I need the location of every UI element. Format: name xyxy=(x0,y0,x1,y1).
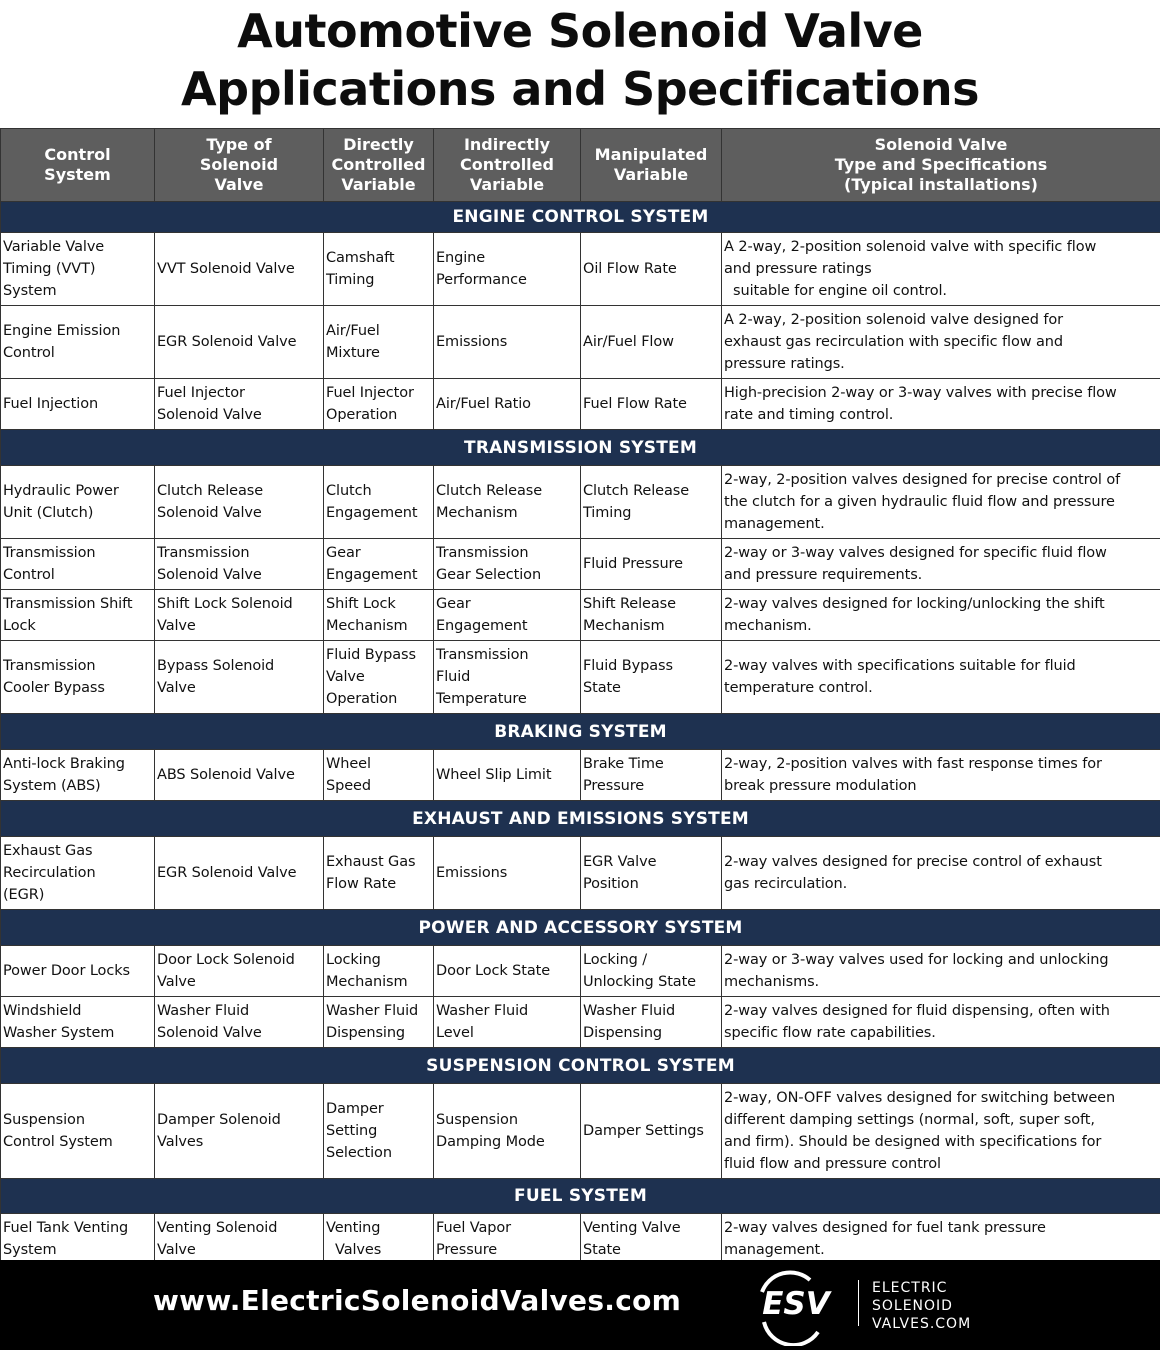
cell-control-system xyxy=(1,750,155,801)
header-row xyxy=(1,129,1160,202)
cell-line: Transmission Shift xyxy=(3,596,133,612)
cell-line: Washer Fluid xyxy=(157,1003,250,1019)
cell-line: Speed xyxy=(326,778,371,794)
brand-line: VALVES.COM xyxy=(872,1316,972,1332)
cell-line: Oil Flow Rate xyxy=(583,261,677,277)
cell-line: Fuel Injector xyxy=(326,385,414,401)
cell-direct-variable xyxy=(324,539,434,590)
cell-manipulated-variable xyxy=(581,590,722,641)
cell-direct-variable xyxy=(324,590,434,641)
cell-line: Operation xyxy=(326,407,398,423)
cell-manipulated-variable xyxy=(581,750,722,801)
cell-line: Mechanism xyxy=(436,505,518,521)
cell-line: VVT Solenoid Valve xyxy=(157,261,295,277)
cell-manipulated-variable xyxy=(581,379,722,430)
cell-line: Controlled xyxy=(331,155,426,174)
cell-line: 2-way or 3-way valves designed for specific fluid flow xyxy=(724,545,1107,561)
cell-line: Fluid Bypass xyxy=(326,647,416,663)
cell-line: Setting xyxy=(326,1123,378,1139)
cell-control-system xyxy=(1,1214,155,1265)
cell-line: Unlocking State xyxy=(583,974,696,990)
section-header: EXHAUST AND EMISSIONS SYSTEM xyxy=(1,801,1160,837)
cell-control-system xyxy=(1,590,155,641)
cell-line: Flow Rate xyxy=(326,876,397,892)
page-title xyxy=(0,2,1160,118)
section-header: BRAKING SYSTEM xyxy=(1,714,1160,750)
cell-line: break pressure modulation xyxy=(724,778,917,794)
section-header: POWER AND ACCESSORY SYSTEM xyxy=(1,910,1160,946)
cell-line: Wheel xyxy=(326,756,371,772)
cell-line: Transmission xyxy=(436,545,529,561)
cell-indirect-variable xyxy=(434,837,581,910)
cell-line: State xyxy=(583,680,621,696)
cell-control-system xyxy=(1,306,155,379)
cell-specifications xyxy=(722,539,1160,590)
cell-line: Controlled xyxy=(460,155,554,174)
cell-line: Engine xyxy=(436,250,486,266)
cell-line: Damping Mode xyxy=(436,1134,545,1150)
cell-valve-type xyxy=(155,590,324,641)
table-row xyxy=(1,1084,1160,1179)
cell-line: Fluid Pressure xyxy=(583,556,683,572)
cell-line: fluid flow and pressure control xyxy=(724,1156,941,1172)
cell-line: and pressure ratings xyxy=(724,261,872,277)
cell-line: Mechanism xyxy=(326,618,408,634)
esv-logo-icon xyxy=(746,1266,846,1346)
cell-line: the clutch for a given hydraulic fluid flow and pressure xyxy=(724,494,1115,510)
cell-direct-variable xyxy=(324,641,434,714)
section-header: FUEL SYSTEM xyxy=(1,1179,1160,1214)
cell-line: Exhaust Gas xyxy=(3,843,93,859)
cell-specifications xyxy=(722,379,1160,430)
cell-line: System xyxy=(3,1242,57,1258)
cell-line: Washer System xyxy=(3,1025,115,1041)
cell-line: Engagement xyxy=(326,505,418,521)
cell-line: Timing (VVT) xyxy=(3,261,96,277)
cell-line: Solenoid xyxy=(199,155,279,174)
cell-line: Indirectly xyxy=(463,135,551,154)
cell-line: Transmission xyxy=(436,647,529,663)
cell-line: Cooler Bypass xyxy=(3,680,105,696)
cell-line: Clutch Release xyxy=(583,483,690,499)
table-row xyxy=(1,641,1160,714)
cell-specifications xyxy=(722,750,1160,801)
cell-line: Pressure xyxy=(583,778,645,794)
cell-line: Locking / xyxy=(583,952,648,968)
cell-line: A 2-way, 2-position solenoid valve designed for xyxy=(724,312,1063,328)
cell-direct-variable xyxy=(324,306,434,379)
cell-indirect-variable xyxy=(434,379,581,430)
cell-line: Fuel Vapor xyxy=(436,1220,512,1236)
cell-line: Hydraulic Power xyxy=(3,483,119,499)
cell-line: Control xyxy=(44,145,111,164)
cell-line: (EGR) xyxy=(3,887,45,903)
cell-specifications xyxy=(722,590,1160,641)
cell-control-system xyxy=(1,539,155,590)
cell-line: Fuel Injector xyxy=(157,385,245,401)
cell-line: different damping settings (normal, soft, super soft, xyxy=(724,1112,1095,1128)
title-line-2: Applications and Specifications xyxy=(181,62,979,116)
cell-line: Solenoid Valve xyxy=(157,1025,262,1041)
cell-specifications xyxy=(722,946,1160,997)
cell-indirect-variable xyxy=(434,306,581,379)
cell-line: Fuel Injection xyxy=(3,396,99,412)
cell-line: Anti-lock Braking xyxy=(3,756,125,772)
cell-line: Variable Valve xyxy=(3,239,105,255)
cell-valve-type xyxy=(155,379,324,430)
cell-line: A 2-way, 2-position solenoid valve with specific flow xyxy=(724,239,1097,255)
cell-control-system xyxy=(1,1084,155,1179)
cell-line: and pressure requirements. xyxy=(724,567,923,583)
cell-line: Valve xyxy=(157,1242,196,1258)
cell-line: temperature control. xyxy=(724,680,873,696)
cell-line: Control xyxy=(3,345,55,361)
cell-control-system xyxy=(1,997,155,1048)
cell-line: Valve xyxy=(157,618,196,634)
cell-specifications xyxy=(722,233,1160,306)
cell-valve-type xyxy=(155,466,324,539)
cell-valve-type xyxy=(155,539,324,590)
cell-line: Bypass Solenoid xyxy=(157,658,275,674)
cell-line: Venting xyxy=(326,1220,381,1236)
brand-name xyxy=(872,1279,971,1333)
cell-line: Lock xyxy=(3,618,36,634)
cell-line: Solenoid Valve xyxy=(874,135,1008,154)
cell-line: Valve xyxy=(157,680,196,696)
cell-line: and firm). Should be designed with specifications for xyxy=(724,1134,1102,1150)
table-row xyxy=(1,946,1160,997)
cell-line: Level xyxy=(436,1025,474,1041)
col-header-specifications xyxy=(722,129,1160,202)
cell-line: Damper xyxy=(326,1101,384,1117)
section-row xyxy=(1,430,1160,466)
cell-line: Performance xyxy=(436,272,527,288)
cell-control-system xyxy=(1,837,155,910)
cell-valve-type xyxy=(155,1084,324,1179)
cell-line: Emissions xyxy=(436,334,508,350)
cell-indirect-variable xyxy=(434,641,581,714)
cell-line: Fluid Bypass xyxy=(583,658,673,674)
cell-line: Clutch Release xyxy=(157,483,264,499)
cell-indirect-variable xyxy=(434,539,581,590)
cell-line: Fuel Flow Rate xyxy=(583,396,687,412)
cell-line: Selection xyxy=(326,1145,392,1161)
cell-line: Suspension xyxy=(3,1112,85,1128)
section-row xyxy=(1,910,1160,946)
section-row xyxy=(1,1179,1160,1214)
table-row xyxy=(1,233,1160,306)
cell-indirect-variable xyxy=(434,466,581,539)
footer xyxy=(0,1260,1160,1350)
col-header-manipulated-variable xyxy=(581,129,722,202)
cell-direct-variable xyxy=(324,946,434,997)
cell-manipulated-variable xyxy=(581,1084,722,1179)
cell-manipulated-variable xyxy=(581,997,722,1048)
section-row xyxy=(1,714,1160,750)
cell-line: Engagement xyxy=(436,618,528,634)
cell-line: Damper Solenoid xyxy=(157,1112,281,1128)
cell-line: Shift Lock xyxy=(326,596,396,612)
cell-line: EGR Solenoid Valve xyxy=(157,334,297,350)
cell-specifications xyxy=(722,1084,1160,1179)
cell-line: Emissions xyxy=(436,865,508,881)
cell-line: gas recirculation. xyxy=(724,876,848,892)
cell-line: Pressure xyxy=(436,1242,498,1258)
cell-line: Type of xyxy=(206,135,272,154)
cell-control-system xyxy=(1,946,155,997)
cell-line: mechanisms. xyxy=(724,974,820,990)
cell-line: Valve xyxy=(157,974,196,990)
cell-line: Clutch xyxy=(326,483,372,499)
cell-line: Shift Release xyxy=(583,596,676,612)
brand-line: ELECTRIC xyxy=(872,1280,948,1296)
cell-line: Transmission xyxy=(3,545,96,561)
cell-line: Washer Fluid xyxy=(583,1003,676,1019)
cell-line: 2-way valves designed for fluid dispensing, often with xyxy=(724,1003,1110,1019)
cell-valve-type xyxy=(155,306,324,379)
cell-line: Camshaft xyxy=(326,250,395,266)
cell-line: Venting Solenoid xyxy=(157,1220,278,1236)
cell-line: Operation xyxy=(326,691,398,707)
cell-line: System xyxy=(44,165,111,184)
cell-line: Power Door Locks xyxy=(3,963,130,979)
cell-line: Engagement xyxy=(326,567,418,583)
cell-line: Unit (Clutch) xyxy=(3,505,94,521)
cell-manipulated-variable xyxy=(581,306,722,379)
cell-line: Temperature xyxy=(436,691,527,707)
cell-line: management. xyxy=(724,516,825,532)
cell-line: 2-way, 2-position valves designed for precise control of xyxy=(724,472,1121,488)
cell-line: Valves xyxy=(326,1242,382,1258)
cell-control-system xyxy=(1,233,155,306)
cell-line: Gear xyxy=(326,545,361,561)
cell-line: Washer Fluid xyxy=(436,1003,529,1019)
cell-line: Mechanism xyxy=(583,618,665,634)
cell-line: exhaust gas recirculation with specific flow and xyxy=(724,334,1064,350)
cell-line: Air/Fuel Ratio xyxy=(436,396,531,412)
cell-line: pressure ratings. xyxy=(724,356,845,372)
cell-line: Locking xyxy=(326,952,381,968)
cell-line: Air/Fuel Flow xyxy=(583,334,674,350)
cell-valve-type xyxy=(155,1214,324,1265)
cell-indirect-variable xyxy=(434,997,581,1048)
col-header-control-system xyxy=(1,129,155,202)
cell-line: Valves xyxy=(157,1134,204,1150)
cell-direct-variable xyxy=(324,233,434,306)
cell-manipulated-variable xyxy=(581,466,722,539)
table-row xyxy=(1,466,1160,539)
cell-line: 2-way valves designed for precise control of exhaust xyxy=(724,854,1102,870)
cell-line: Valve xyxy=(214,175,264,194)
cell-line: Mixture xyxy=(326,345,380,361)
cell-line: Recirculation xyxy=(3,865,96,881)
cell-line: Engine Emission xyxy=(3,323,121,339)
spec-table xyxy=(0,128,1160,1265)
cell-valve-type xyxy=(155,997,324,1048)
cell-indirect-variable xyxy=(434,233,581,306)
cell-line: Clutch Release xyxy=(436,483,543,499)
cell-control-system xyxy=(1,466,155,539)
cell-line: specific flow rate capabilities. xyxy=(724,1025,936,1041)
cell-control-system xyxy=(1,379,155,430)
cell-line: Air/Fuel xyxy=(326,323,380,339)
section-header: TRANSMISSION SYSTEM xyxy=(1,430,1160,466)
col-header-direct-variable xyxy=(324,129,434,202)
table-row xyxy=(1,997,1160,1048)
cell-line: Valve xyxy=(326,669,365,685)
cell-line: EGR Valve xyxy=(583,854,657,870)
cell-line: Door Lock Solenoid xyxy=(157,952,295,968)
cell-manipulated-variable xyxy=(581,233,722,306)
table-row xyxy=(1,750,1160,801)
cell-manipulated-variable xyxy=(581,539,722,590)
cell-line: System xyxy=(3,283,57,299)
cell-line: Variable xyxy=(469,175,545,194)
cell-line: Venting Valve xyxy=(583,1220,681,1236)
cell-line: 2-way or 3-way valves used for locking and unlocking xyxy=(724,952,1109,968)
cell-line: Dispensing xyxy=(326,1025,406,1041)
table-row xyxy=(1,539,1160,590)
cell-line: Variable xyxy=(341,175,416,194)
cell-line: Directly xyxy=(343,135,414,154)
cell-manipulated-variable xyxy=(581,641,722,714)
cell-line: Solenoid Valve xyxy=(157,567,262,583)
cell-valve-type xyxy=(155,750,324,801)
cell-line: Manipulated xyxy=(594,145,708,164)
cell-line: Gear Selection xyxy=(436,567,542,583)
cell-line: 2-way valves designed for fuel tank pressure xyxy=(724,1220,1046,1236)
cell-line: EGR Solenoid Valve xyxy=(157,865,297,881)
cell-line: rate and timing control. xyxy=(724,407,894,423)
cell-line: Damper Settings xyxy=(583,1123,704,1139)
cell-specifications xyxy=(722,837,1160,910)
cell-line: Washer Fluid xyxy=(326,1003,419,1019)
cell-valve-type xyxy=(155,641,324,714)
cell-line: High-precision 2-way or 3-way valves with precise flow xyxy=(724,385,1117,401)
cell-line: Transmission xyxy=(3,658,96,674)
logo-text: ESV xyxy=(762,1286,830,1322)
cell-direct-variable xyxy=(324,466,434,539)
cell-line: Mechanism xyxy=(326,974,408,990)
cell-line: 2-way valves with specifications suitable for fluid xyxy=(724,658,1076,674)
cell-manipulated-variable xyxy=(581,946,722,997)
col-header-indirect-variable xyxy=(434,129,581,202)
cell-line: Timing xyxy=(326,272,375,288)
col-header-valve-type xyxy=(155,129,324,202)
cell-line: Suspension xyxy=(436,1112,518,1128)
section-row xyxy=(1,1048,1160,1084)
table-row xyxy=(1,590,1160,641)
cell-direct-variable xyxy=(324,379,434,430)
cell-line: Control xyxy=(3,567,55,583)
cell-valve-type xyxy=(155,837,324,910)
cell-line: Solenoid Valve xyxy=(157,505,262,521)
cell-line: System (ABS) xyxy=(3,778,101,794)
cell-line: Solenoid Valve xyxy=(157,407,262,423)
cell-direct-variable xyxy=(324,1214,434,1265)
cell-direct-variable xyxy=(324,750,434,801)
cell-line: Control System xyxy=(3,1134,113,1150)
cell-line: ABS Solenoid Valve xyxy=(157,767,295,783)
cell-direct-variable xyxy=(324,997,434,1048)
cell-line: suitable for engine oil control. xyxy=(724,283,947,299)
table-row xyxy=(1,1214,1160,1265)
cell-indirect-variable xyxy=(434,1084,581,1179)
title-line-1: Automotive Solenoid Valve xyxy=(237,4,923,58)
cell-specifications xyxy=(722,997,1160,1048)
cell-valve-type xyxy=(155,946,324,997)
cell-line: Shift Lock Solenoid xyxy=(157,596,293,612)
section-header: SUSPENSION CONTROL SYSTEM xyxy=(1,1048,1160,1084)
cell-line: Door Lock State xyxy=(436,963,551,979)
footer-divider xyxy=(858,1280,859,1326)
cell-line: Dispensing xyxy=(583,1025,663,1041)
cell-line: Wheel Slip Limit xyxy=(436,767,552,783)
section-row xyxy=(1,801,1160,837)
brand-line: SOLENOID xyxy=(872,1298,953,1314)
cell-line: Fluid xyxy=(436,669,471,685)
cell-line: Type and Specifications xyxy=(834,155,1048,174)
cell-line: Windshield xyxy=(3,1003,82,1019)
section-row xyxy=(1,202,1160,233)
cell-line: mechanism. xyxy=(724,618,812,634)
cell-indirect-variable xyxy=(434,750,581,801)
cell-line: 2-way valves designed for locking/unlocking the shift xyxy=(724,596,1105,612)
cell-line: Fuel Tank Venting xyxy=(3,1220,129,1236)
cell-specifications xyxy=(722,641,1160,714)
table-row xyxy=(1,837,1160,910)
cell-line: 2-way, 2-position valves with fast response times for xyxy=(724,756,1102,772)
table-row xyxy=(1,379,1160,430)
cell-manipulated-variable xyxy=(581,837,722,910)
table-row xyxy=(1,306,1160,379)
cell-indirect-variable xyxy=(434,590,581,641)
cell-specifications xyxy=(722,1214,1160,1265)
cell-line: State xyxy=(583,1242,621,1258)
cell-line: management. xyxy=(724,1242,825,1258)
section-header: ENGINE CONTROL SYSTEM xyxy=(1,202,1160,233)
cell-direct-variable xyxy=(324,1084,434,1179)
cell-indirect-variable xyxy=(434,1214,581,1265)
cell-specifications xyxy=(722,466,1160,539)
cell-line: Timing xyxy=(583,505,632,521)
cell-specifications xyxy=(722,306,1160,379)
cell-line: Brake Time xyxy=(583,756,664,772)
cell-indirect-variable xyxy=(434,946,581,997)
cell-valve-type xyxy=(155,233,324,306)
cell-line: Transmission xyxy=(157,545,250,561)
cell-line: Gear xyxy=(436,596,471,612)
cell-line: (Typical installations) xyxy=(844,175,1038,194)
cell-line: Variable xyxy=(613,165,689,184)
cell-line: Exhaust Gas xyxy=(326,854,416,870)
cell-control-system xyxy=(1,641,155,714)
cell-line: Position xyxy=(583,876,639,892)
cell-direct-variable xyxy=(324,837,434,910)
cell-line: 2-way, ON-OFF valves designed for switching between xyxy=(724,1090,1116,1106)
website-url[interactable]: www.ElectricSolenoidValves.com xyxy=(153,1284,682,1317)
cell-manipulated-variable xyxy=(581,1214,722,1265)
